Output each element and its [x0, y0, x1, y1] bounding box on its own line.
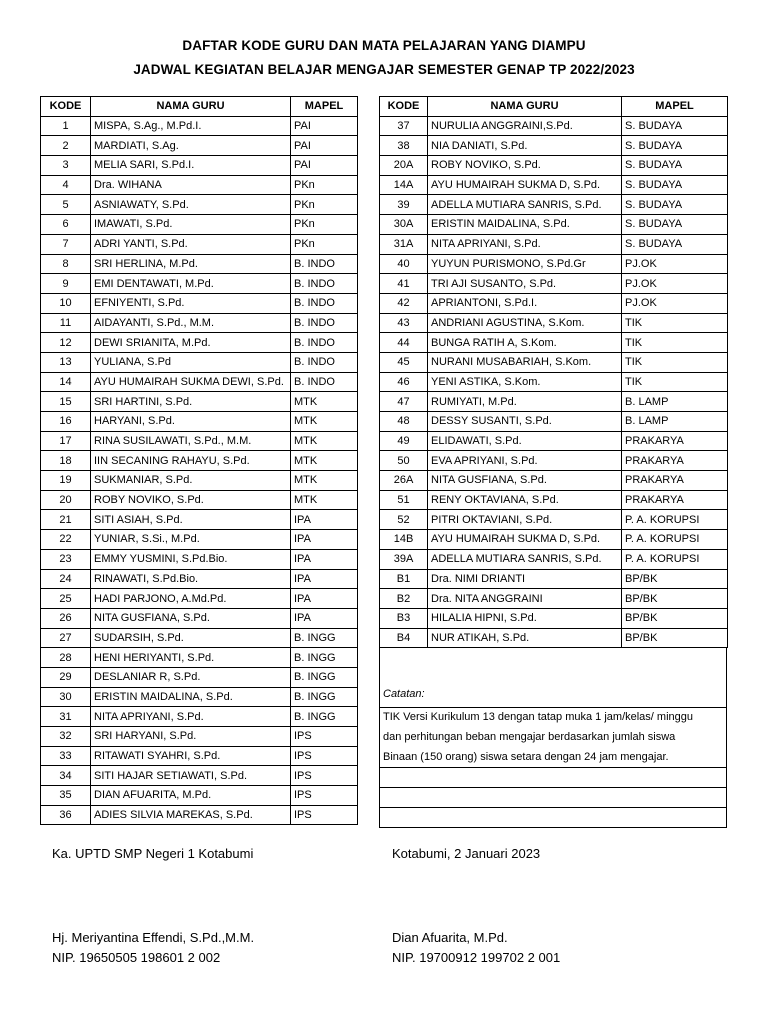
cell-mapel: BP/BK — [622, 589, 728, 609]
table-row — [380, 510, 728, 530]
cell-nama-guru: ANDRIANI AGUSTINA, S.Kom. — [428, 313, 622, 333]
cell-mapel: MTK — [291, 392, 358, 412]
cell-nama-guru: SRI HARTINI, S.Pd. — [91, 392, 291, 412]
cell-nama-guru: ADELLA MUTIARA SANRIS, S.Pd. — [428, 195, 622, 215]
cell-kode: B1 — [380, 569, 428, 589]
table-row — [41, 549, 358, 569]
cell-mapel: P. A. KORUPSI — [622, 530, 728, 550]
cell-nama-guru: HARYANI, S.Pd. — [91, 412, 291, 432]
table-row — [41, 352, 358, 372]
table-row — [41, 786, 358, 806]
cell-kode: 23 — [41, 549, 91, 569]
cell-mapel: PRAKARYA — [622, 490, 728, 510]
cell-nama-guru: NURULIA ANGGRAINI,S.Pd. — [428, 116, 622, 136]
header-mapel: MAPEL — [622, 97, 728, 117]
cell-kode: 52 — [380, 510, 428, 530]
cell-kode: 39A — [380, 549, 428, 569]
cell-kode: 22 — [41, 530, 91, 550]
cell-kode: 34 — [41, 766, 91, 786]
table-row — [41, 628, 358, 648]
cell-mapel: P. A. KORUPSI — [622, 510, 728, 530]
table-row — [380, 333, 728, 353]
cell-nama-guru: DEWI SRIANITA, M.Pd. — [91, 333, 291, 353]
header-mapel: MAPEL — [291, 97, 358, 117]
table-row — [380, 628, 728, 648]
cell-mapel: TIK — [622, 333, 728, 353]
cell-nama-guru: SUKMANIAR, S.Pd. — [91, 471, 291, 491]
cell-kode: 31 — [41, 707, 91, 727]
cell-mapel: IPA — [291, 589, 358, 609]
cell-nama-guru: YENI ASTIKA, S.Kom. — [428, 372, 622, 392]
cell-kode: 12 — [41, 333, 91, 353]
cell-mapel: B. INDO — [291, 254, 358, 274]
cell-kode: 3 — [41, 156, 91, 176]
cell-mapel: IPS — [291, 805, 358, 825]
table-row — [380, 589, 728, 609]
cell-nama-guru: EFNIYENTI, S.Pd. — [91, 293, 291, 313]
cell-kode: 51 — [380, 490, 428, 510]
cell-nama-guru: RENY OKTAVIANA, S.Pd. — [428, 490, 622, 510]
table-row — [41, 195, 358, 215]
header-nama-guru: NAMA GURU — [91, 97, 291, 117]
cell-mapel: PAI — [291, 156, 358, 176]
table-row — [380, 215, 728, 235]
cell-nama-guru: MISPA, S.Ag., M.Pd.I. — [91, 116, 291, 136]
cell-nama-guru: YUYUN PURISMONO, S.Pd.Gr — [428, 254, 622, 274]
cell-nama-guru: SRI HERLINA, M.Pd. — [91, 254, 291, 274]
cell-mapel: TIK — [622, 313, 728, 333]
table-row — [380, 175, 728, 195]
table-header-row — [41, 97, 358, 117]
cell-nama-guru: EMI DENTAWATI, M.Pd. — [91, 274, 291, 294]
notes-label: Catatan: — [383, 688, 425, 700]
cell-nama-guru: Dra. NIMI DRIANTI — [428, 569, 622, 589]
cell-kode: 35 — [41, 786, 91, 806]
cell-nama-guru: YUNIAR, S.Si., M.Pd. — [91, 530, 291, 550]
cell-nama-guru: APRIANTONI, S.Pd.I. — [428, 293, 622, 313]
table-row — [380, 136, 728, 156]
cell-kode: B4 — [380, 628, 428, 648]
cell-mapel: MTK — [291, 412, 358, 432]
cell-nama-guru: TRI AJI SUSANTO, S.Pd. — [428, 274, 622, 294]
table-row — [380, 195, 728, 215]
header-kode: KODE — [41, 97, 91, 117]
cell-nama-guru: HADI PARJONO, A.Md.Pd. — [91, 589, 291, 609]
cell-mapel: PJ.OK — [622, 293, 728, 313]
cell-nama-guru: ADIES SILVIA MAREKAS, S.Pd. — [91, 805, 291, 825]
cell-kode: 20A — [380, 156, 428, 176]
signatory-nip-left: NIP. 19650505 198601 2 002 — [52, 950, 221, 965]
cell-nama-guru: NITA GUSFIANA, S.Pd. — [91, 608, 291, 628]
cell-kode: 43 — [380, 313, 428, 333]
cell-kode: 4 — [41, 175, 91, 195]
table-row — [41, 471, 358, 491]
table-row — [380, 530, 728, 550]
cell-kode: 40 — [380, 254, 428, 274]
table-row — [380, 254, 728, 274]
cell-mapel: S. BUDAYA — [622, 195, 728, 215]
cell-nama-guru: NIA DANIATI, S.Pd. — [428, 136, 622, 156]
cell-mapel: BP/BK — [622, 608, 728, 628]
table-row — [380, 293, 728, 313]
cell-nama-guru: Dra. WIHANA — [91, 175, 291, 195]
cell-nama-guru: SRI HARYANI, S.Pd. — [91, 727, 291, 747]
table-row — [380, 471, 728, 491]
table-row — [380, 372, 728, 392]
cell-kode: 48 — [380, 412, 428, 432]
document-subtitle: JADWAL KEGIATAN BELAJAR MENGAJAR SEMESTER GENAP TP 2022/2023 — [133, 62, 635, 77]
cell-kode: 18 — [41, 451, 91, 471]
cell-nama-guru: ERISTIN MAIDALINA, S.Pd. — [428, 215, 622, 235]
table-row — [41, 490, 358, 510]
cell-nama-guru: PITRI OKTAVIANI, S.Pd. — [428, 510, 622, 530]
table-row — [41, 274, 358, 294]
cell-mapel: PRAKARYA — [622, 471, 728, 491]
cell-nama-guru: MARDIATI, S.Ag. — [91, 136, 291, 156]
cell-kode: 50 — [380, 451, 428, 471]
signatory-role: Ka. UPTD SMP Negeri 1 Kotabumi — [52, 846, 254, 861]
table-row — [380, 234, 728, 254]
table-row — [41, 727, 358, 747]
cell-mapel: B. INGG — [291, 707, 358, 727]
cell-mapel: B. INGG — [291, 648, 358, 668]
cell-nama-guru: AYU HUMAIRAH SUKMA D, S.Pd. — [428, 175, 622, 195]
table-row — [41, 667, 358, 687]
signatory-nip-right: NIP. 19700912 199702 2 001 — [392, 950, 561, 965]
cell-nama-guru: YULIANA, S.Pd — [91, 352, 291, 372]
cell-kode: B2 — [380, 589, 428, 609]
cell-kode: 20 — [41, 490, 91, 510]
header-kode: KODE — [380, 97, 428, 117]
cell-mapel: B. INDO — [291, 313, 358, 333]
table-row — [41, 648, 358, 668]
cell-kode: 2 — [41, 136, 91, 156]
cell-nama-guru: RUMIYATI, M.Pd. — [428, 392, 622, 412]
cell-kode: 13 — [41, 352, 91, 372]
table-row — [380, 274, 728, 294]
cell-mapel: B. LAMP — [622, 412, 728, 432]
table-row — [41, 530, 358, 550]
cell-nama-guru: SITI ASIAH, S.Pd. — [91, 510, 291, 530]
cell-kode: 46 — [380, 372, 428, 392]
cell-mapel: S. BUDAYA — [622, 175, 728, 195]
table-row — [41, 569, 358, 589]
cell-mapel: MTK — [291, 471, 358, 491]
notes-divider — [380, 707, 726, 708]
cell-kode: 32 — [41, 727, 91, 747]
table-row — [380, 392, 728, 412]
cell-mapel: S. BUDAYA — [622, 156, 728, 176]
table-row — [41, 707, 358, 727]
table-row — [380, 116, 728, 136]
cell-mapel: PRAKARYA — [622, 431, 728, 451]
signatory-name-right: Dian Afuarita, M.Pd. — [392, 930, 508, 945]
cell-kode: 6 — [41, 215, 91, 235]
cell-nama-guru: ERISTIN MAIDALINA, S.Pd. — [91, 687, 291, 707]
table-row — [41, 293, 358, 313]
table-row — [41, 510, 358, 530]
cell-mapel: B. INGG — [291, 687, 358, 707]
cell-kode: 33 — [41, 746, 91, 766]
cell-mapel: S. BUDAYA — [622, 215, 728, 235]
cell-mapel: IPS — [291, 746, 358, 766]
cell-mapel: B. INDO — [291, 293, 358, 313]
cell-nama-guru: AYU HUMAIRAH SUKMA D, S.Pd. — [428, 530, 622, 550]
cell-kode: B3 — [380, 608, 428, 628]
table-row — [41, 687, 358, 707]
cell-nama-guru: NITA APRIYANI, S.Pd. — [428, 234, 622, 254]
table-row — [41, 412, 358, 432]
cell-mapel: PKn — [291, 195, 358, 215]
cell-mapel: PKn — [291, 175, 358, 195]
cell-mapel: MTK — [291, 431, 358, 451]
cell-nama-guru: ADELLA MUTIARA SANRIS, S.Pd. — [428, 549, 622, 569]
notes-line: TIK Versi Kurikulum 13 dengan tatap muka 1 jam/kelas/ minggu — [383, 711, 693, 723]
table-row — [41, 451, 358, 471]
cell-nama-guru: NURANI MUSABARIAH, S.Kom. — [428, 352, 622, 372]
cell-kode: 28 — [41, 648, 91, 668]
table-row — [41, 589, 358, 609]
cell-kode: 9 — [41, 274, 91, 294]
cell-kode: 26A — [380, 471, 428, 491]
cell-mapel: PAI — [291, 136, 358, 156]
cell-mapel: B. INDO — [291, 333, 358, 353]
cell-mapel: IPA — [291, 569, 358, 589]
notes-divider — [380, 787, 726, 788]
signatory-name-left: Hj. Meriyantina Effendi, S.Pd.,M.M. — [52, 930, 255, 945]
cell-mapel: IPA — [291, 530, 358, 550]
cell-kode: 1 — [41, 116, 91, 136]
cell-mapel: P. A. KORUPSI — [622, 549, 728, 569]
cell-mapel: PKn — [291, 234, 358, 254]
cell-mapel: S. BUDAYA — [622, 234, 728, 254]
cell-nama-guru: DESLANIAR R, S.Pd. — [91, 667, 291, 687]
table-row — [380, 608, 728, 628]
cell-mapel: MTK — [291, 451, 358, 471]
cell-mapel: B. INGG — [291, 628, 358, 648]
cell-mapel: IPA — [291, 510, 358, 530]
cell-nama-guru: Dra. NITA ANGGRAINI — [428, 589, 622, 609]
document-title: DAFTAR KODE GURU DAN MATA PELAJARAN YANG DIAMPU — [182, 38, 586, 53]
cell-kode: 30 — [41, 687, 91, 707]
cell-mapel: B. LAMP — [622, 392, 728, 412]
cell-kode: 25 — [41, 589, 91, 609]
cell-nama-guru: ROBY NOVIKO, S.Pd. — [428, 156, 622, 176]
table-row — [41, 156, 358, 176]
cell-nama-guru: ASNIAWATY, S.Pd. — [91, 195, 291, 215]
table-row — [41, 805, 358, 825]
cell-nama-guru: HILALIA HIPNI, S.Pd. — [428, 608, 622, 628]
table-row — [41, 333, 358, 353]
cell-kode: 17 — [41, 431, 91, 451]
table-row — [41, 766, 358, 786]
cell-nama-guru: NITA APRIYANI, S.Pd. — [91, 707, 291, 727]
cell-mapel: PRAKARYA — [622, 451, 728, 471]
cell-nama-guru: RINAWATI, S.Pd.Bio. — [91, 569, 291, 589]
cell-kode: 14 — [41, 372, 91, 392]
cell-nama-guru: SUDARSIH, S.Pd. — [91, 628, 291, 648]
cell-mapel: BP/BK — [622, 569, 728, 589]
cell-kode: 8 — [41, 254, 91, 274]
cell-mapel: S. BUDAYA — [622, 136, 728, 156]
cell-nama-guru: IIN SECANING RAHAYU, S.Pd. — [91, 451, 291, 471]
cell-kode: 19 — [41, 471, 91, 491]
cell-nama-guru: BUNGA RATIH A, S.Kom. — [428, 333, 622, 353]
cell-kode: 27 — [41, 628, 91, 648]
table-row — [380, 352, 728, 372]
cell-kode: 7 — [41, 234, 91, 254]
cell-kode: 24 — [41, 569, 91, 589]
cell-nama-guru: NUR ATIKAH, S.Pd. — [428, 628, 622, 648]
cell-kode: 47 — [380, 392, 428, 412]
cell-mapel: MTK — [291, 490, 358, 510]
cell-nama-guru: AYU HUMAIRAH SUKMA DEWI, S.Pd. — [91, 372, 291, 392]
table-row — [380, 156, 728, 176]
cell-nama-guru: ADRI YANTI, S.Pd. — [91, 234, 291, 254]
notes-box — [379, 648, 727, 828]
cell-kode: 42 — [380, 293, 428, 313]
table-row — [380, 313, 728, 333]
cell-mapel: IPS — [291, 766, 358, 786]
cell-kode: 37 — [380, 116, 428, 136]
table-row — [41, 431, 358, 451]
notes-line: dan perhitungan beban mengajar berdasarkan jumlah siswa — [383, 731, 676, 743]
cell-kode: 39 — [380, 195, 428, 215]
table-row — [41, 746, 358, 766]
table-row — [41, 136, 358, 156]
table-header-row — [380, 97, 728, 117]
cell-mapel: BP/BK — [622, 628, 728, 648]
cell-nama-guru: EVA APRIYANI, S.Pd. — [428, 451, 622, 471]
cell-mapel: TIK — [622, 352, 728, 372]
cell-nama-guru: ROBY NOVIKO, S.Pd. — [91, 490, 291, 510]
notes-divider — [380, 807, 726, 808]
cell-kode: 26 — [41, 608, 91, 628]
table-row — [380, 451, 728, 471]
cell-mapel: IPS — [291, 727, 358, 747]
cell-kode: 30A — [380, 215, 428, 235]
cell-mapel: IPS — [291, 786, 358, 806]
table-row — [380, 569, 728, 589]
table-row — [41, 254, 358, 274]
place-date: Kotabumi, 2 Januari 2023 — [392, 846, 541, 861]
table-row — [41, 608, 358, 628]
header-nama-guru: NAMA GURU — [428, 97, 622, 117]
cell-mapel: PKn — [291, 215, 358, 235]
table-row — [380, 431, 728, 451]
cell-kode: 36 — [41, 805, 91, 825]
cell-nama-guru: DESSY SUSANTI, S.Pd. — [428, 412, 622, 432]
cell-nama-guru: RINA SUSILAWATI, S.Pd., M.M. — [91, 431, 291, 451]
cell-mapel: S. BUDAYA — [622, 116, 728, 136]
cell-kode: 10 — [41, 293, 91, 313]
cell-nama-guru: HENI HERIYANTI, S.Pd. — [91, 648, 291, 668]
cell-kode: 45 — [380, 352, 428, 372]
cell-nama-guru: ELIDAWATI, S.Pd. — [428, 431, 622, 451]
cell-mapel: IPA — [291, 608, 358, 628]
table-row — [380, 549, 728, 569]
cell-mapel: PJ.OK — [622, 274, 728, 294]
cell-mapel: B. INDO — [291, 372, 358, 392]
cell-kode: 5 — [41, 195, 91, 215]
table-row — [41, 392, 358, 412]
table-row — [380, 490, 728, 510]
cell-kode: 11 — [41, 313, 91, 333]
cell-nama-guru: NITA GUSFIANA, S.Pd. — [428, 471, 622, 491]
cell-kode: 16 — [41, 412, 91, 432]
cell-mapel: B. INDO — [291, 274, 358, 294]
table-row — [380, 412, 728, 432]
cell-kode: 44 — [380, 333, 428, 353]
cell-kode: 21 — [41, 510, 91, 530]
cell-nama-guru: MELIA SARI, S.Pd.I. — [91, 156, 291, 176]
cell-mapel: B. INGG — [291, 667, 358, 687]
cell-kode: 41 — [380, 274, 428, 294]
cell-kode: 38 — [380, 136, 428, 156]
cell-nama-guru: EMMY YUSMINI, S.Pd.Bio. — [91, 549, 291, 569]
cell-nama-guru: IMAWATI, S.Pd. — [91, 215, 291, 235]
cell-nama-guru: SITI HAJAR SETIAWATI, S.Pd. — [91, 766, 291, 786]
notes-line: Binaan (150 orang) siswa setara dengan 24 jam mengajar. — [383, 751, 669, 763]
table-row — [41, 372, 358, 392]
table-row — [41, 234, 358, 254]
notes-divider — [380, 767, 726, 768]
cell-mapel: PAI — [291, 116, 358, 136]
cell-kode: 15 — [41, 392, 91, 412]
cell-nama-guru: RITAWATI SYAHRI, S.Pd. — [91, 746, 291, 766]
table-row — [41, 313, 358, 333]
cell-nama-guru: AIDAYANTI, S.Pd., M.M. — [91, 313, 291, 333]
table-row — [41, 175, 358, 195]
teacher-table-left — [40, 96, 358, 825]
cell-nama-guru: DIAN AFUARITA, M.Pd. — [91, 786, 291, 806]
cell-mapel: PJ.OK — [622, 254, 728, 274]
cell-mapel: TIK — [622, 372, 728, 392]
cell-kode: 49 — [380, 431, 428, 451]
table-row — [41, 215, 358, 235]
cell-kode: 14A — [380, 175, 428, 195]
cell-mapel: IPA — [291, 549, 358, 569]
teacher-table-right — [379, 96, 728, 648]
cell-kode: 29 — [41, 667, 91, 687]
cell-mapel: B. INDO — [291, 352, 358, 372]
table-row — [41, 116, 358, 136]
cell-kode: 14B — [380, 530, 428, 550]
cell-kode: 31A — [380, 234, 428, 254]
